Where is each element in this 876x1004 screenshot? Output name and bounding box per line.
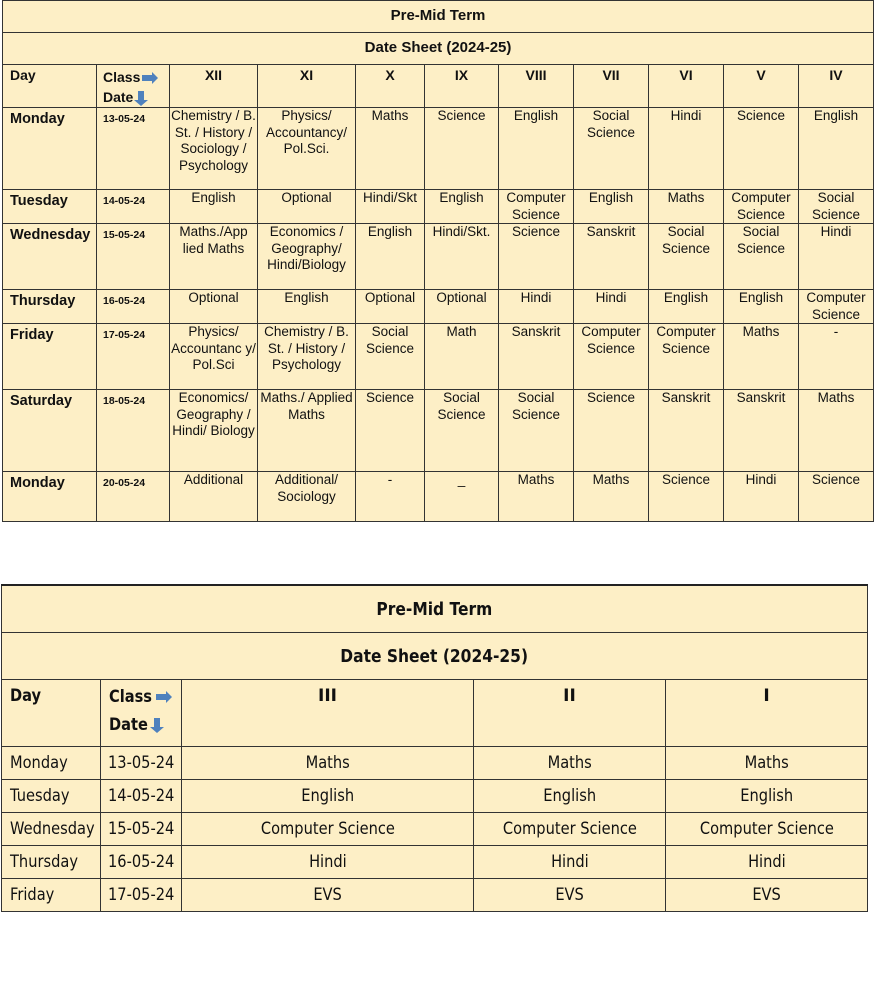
subject-cell: Maths <box>574 472 649 522</box>
table-row <box>3 108 874 190</box>
subject-cell: Social Science <box>356 324 425 390</box>
subject-cell: Science <box>499 224 574 290</box>
subject-cell: EVS <box>474 879 666 912</box>
subject-cell: Hindi <box>799 224 874 290</box>
class-header: Class <box>109 687 153 707</box>
subject-cell: Computer Science <box>474 813 666 846</box>
date-sheet-junior <box>1 584 868 912</box>
subject-cell: Hindi <box>499 290 574 324</box>
subject-cell: Computer Science <box>499 190 574 224</box>
subject-cell: Sanskrit <box>574 224 649 290</box>
subject-cell: Hindi <box>649 108 724 190</box>
subject-cell: Hindi <box>574 290 649 324</box>
subject-cell: English <box>499 108 574 190</box>
class-date-header <box>97 65 170 108</box>
table-row <box>3 290 874 324</box>
class-header: Class <box>103 69 141 85</box>
subject-cell: Hindi/Skt <box>356 190 425 224</box>
subject-cell: Computer Science <box>574 324 649 390</box>
subject-cell: Chemistry / B. St. / History / Sociology / Psychology <box>170 108 258 190</box>
table-row <box>2 879 868 912</box>
class-header-cell: III <box>182 680 474 747</box>
subject-cell: Science <box>724 108 799 190</box>
table-row <box>3 324 874 390</box>
subject-cell: - <box>356 472 425 522</box>
date-cell: 16-05-24 <box>97 290 170 324</box>
subject-cell: Physics/ Accountanc y/ Pol.Sci <box>170 324 258 390</box>
subject-cell: Physics/ Accountancy/ Pol.Sci. <box>258 108 356 190</box>
subject-cell: English <box>356 224 425 290</box>
class-header-cell: X <box>356 65 425 108</box>
sheet-subtitle: Date Sheet (2024-25) <box>2 633 868 680</box>
day-cell: Friday <box>2 879 101 912</box>
subject-cell: Maths <box>182 747 474 780</box>
date-cell: 18-05-24 <box>97 390 170 472</box>
subject-cell: Maths <box>499 472 574 522</box>
subject-cell: Maths <box>666 747 868 780</box>
date-cell: 16-05-24 <box>101 846 182 879</box>
subject-cell: Economics / Geography/ Hindi/Biology <box>258 224 356 290</box>
subject-cell: Science <box>649 472 724 522</box>
subject-cell: Maths./App lied Maths <box>170 224 258 290</box>
subject-cell: Science <box>425 108 499 190</box>
date-cell: 15-05-24 <box>101 813 182 846</box>
subject-cell: Economics/ Geography / Hindi/ Biology <box>170 390 258 472</box>
date-cell: 14-05-24 <box>97 190 170 224</box>
subject-cell: Computer Science <box>724 190 799 224</box>
class-header-cell: VI <box>649 65 724 108</box>
table-row <box>3 224 874 290</box>
subject-cell: English <box>724 290 799 324</box>
subject-cell: Maths <box>649 190 724 224</box>
subject-cell: Science <box>574 390 649 472</box>
day-cell: Thursday <box>2 846 101 879</box>
subject-cell: English <box>574 190 649 224</box>
subject-cell: Computer Science <box>182 813 474 846</box>
subject-cell: Optional <box>170 290 258 324</box>
date-cell: 13-05-24 <box>97 108 170 190</box>
class-header-cell: VIII <box>499 65 574 108</box>
subject-cell: Optional <box>356 290 425 324</box>
day-header: Day <box>3 65 97 108</box>
table-row <box>2 747 868 780</box>
subject-cell: Computer Science <box>666 813 868 846</box>
day-cell: Monday <box>2 747 101 780</box>
subject-cell: Social Science <box>724 224 799 290</box>
day-cell: Monday <box>3 472 97 522</box>
subject-cell: Maths <box>356 108 425 190</box>
subject-cell: English <box>425 190 499 224</box>
subject-cell: _ <box>425 472 499 522</box>
date-header: Date <box>109 715 148 735</box>
subject-cell: Sanskrit <box>724 390 799 472</box>
subject-cell: English <box>170 190 258 224</box>
table-row <box>2 846 868 879</box>
subject-cell: - <box>799 324 874 390</box>
subject-cell: Additional/ Sociology <box>258 472 356 522</box>
subject-cell: Sanskrit <box>649 390 724 472</box>
subject-cell: Additional <box>170 472 258 522</box>
date-cell: 15-05-24 <box>97 224 170 290</box>
day-cell: Saturday <box>3 390 97 472</box>
subject-cell: Hindi <box>666 846 868 879</box>
table-row <box>2 780 868 813</box>
table-row <box>2 813 868 846</box>
subject-cell: Optional <box>425 290 499 324</box>
subject-cell: Maths <box>474 747 666 780</box>
class-header-cell: IV <box>799 65 874 108</box>
subject-cell: Hindi <box>474 846 666 879</box>
arrow-right-icon <box>156 694 166 700</box>
class-date-header <box>101 680 182 747</box>
day-cell: Thursday <box>3 290 97 324</box>
subject-cell: EVS <box>182 879 474 912</box>
subject-cell: Social Science <box>649 224 724 290</box>
subject-cell: English <box>666 780 868 813</box>
arrow-down-icon <box>138 91 144 100</box>
subject-cell: Social Science <box>574 108 649 190</box>
subject-cell: Hindi/Skt. <box>425 224 499 290</box>
class-header-cell: V <box>724 65 799 108</box>
subject-cell: Maths./ Applied Maths <box>258 390 356 472</box>
date-cell: 14-05-24 <box>101 780 182 813</box>
table-row <box>3 390 874 472</box>
day-cell: Tuesday <box>3 190 97 224</box>
day-header: Day <box>2 680 101 747</box>
class-header-cell: XII <box>170 65 258 108</box>
subject-cell: Maths <box>799 390 874 472</box>
subject-cell: Maths <box>724 324 799 390</box>
subject-cell: EVS <box>666 879 868 912</box>
day-cell: Wednesday <box>3 224 97 290</box>
day-cell: Wednesday <box>2 813 101 846</box>
subject-cell: Computer Science <box>649 324 724 390</box>
subject-cell: Math <box>425 324 499 390</box>
day-cell: Monday <box>3 108 97 190</box>
date-cell: 13-05-24 <box>101 747 182 780</box>
table-row <box>3 190 874 224</box>
class-header-cell: IX <box>425 65 499 108</box>
subject-cell: English <box>474 780 666 813</box>
subject-cell: Sanskrit <box>499 324 574 390</box>
subject-cell: English <box>649 290 724 324</box>
date-cell: 20-05-24 <box>97 472 170 522</box>
class-header-cell: I <box>666 680 868 747</box>
date-cell: 17-05-24 <box>101 879 182 912</box>
class-header-cell: XI <box>258 65 356 108</box>
subject-cell: Hindi <box>724 472 799 522</box>
day-cell: Tuesday <box>2 780 101 813</box>
subject-cell: English <box>258 290 356 324</box>
class-header-cell: VII <box>574 65 649 108</box>
subject-cell: Computer Science <box>799 290 874 324</box>
arrow-down-icon <box>154 718 160 727</box>
subject-cell: Science <box>356 390 425 472</box>
subject-cell: Optional <box>258 190 356 224</box>
class-header-cell: II <box>474 680 666 747</box>
date-cell: 17-05-24 <box>97 324 170 390</box>
date-header: Date <box>103 89 134 105</box>
subject-cell: Social Science <box>499 390 574 472</box>
subject-cell: Hindi <box>182 846 474 879</box>
table-row <box>3 472 874 522</box>
subject-cell: Social Science <box>799 190 874 224</box>
sheet-subtitle: Date Sheet (2024-25) <box>3 33 874 65</box>
subject-cell: English <box>182 780 474 813</box>
date-sheet-senior <box>2 0 874 522</box>
arrow-right-icon <box>142 75 152 81</box>
sheet-title: Pre-Mid Term <box>2 585 868 633</box>
subject-cell: Social Science <box>425 390 499 472</box>
subject-cell: Chemistry / B. St. / History / Psychology <box>258 324 356 390</box>
subject-cell: Science <box>799 472 874 522</box>
day-cell: Friday <box>3 324 97 390</box>
subject-cell: English <box>799 108 874 190</box>
sheet-title: Pre-Mid Term <box>3 1 874 33</box>
